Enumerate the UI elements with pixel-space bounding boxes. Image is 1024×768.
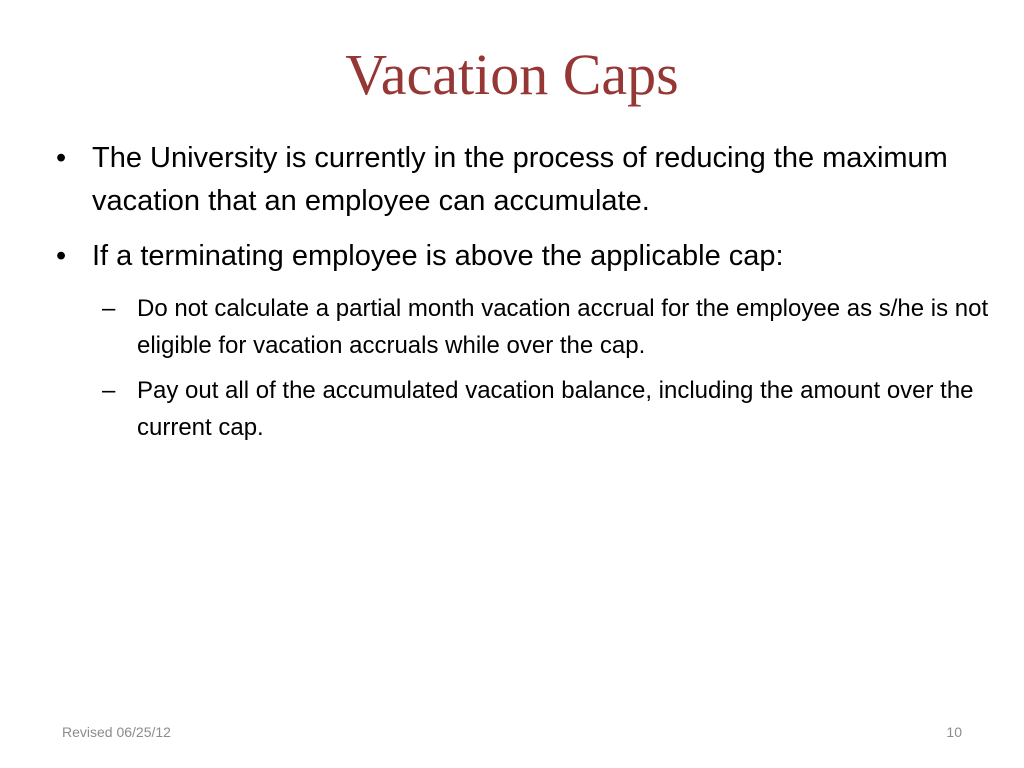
- slide-title: Vacation Caps: [345, 42, 679, 107]
- bullet-item: [56, 235, 991, 278]
- sub-bullet-text: Pay out all of the accumulated vacation balance, including the amount over the current cap.: [137, 377, 974, 441]
- footer-revised-date: Revised 06/25/12: [62, 724, 171, 740]
- sub-bullet-item: [56, 290, 991, 364]
- bullet-marker: •: [56, 142, 67, 174]
- sub-bullet-text: Do not calculate a partial month vacation accrual for the employee as s/he is not eligible for vacation accruals while over the cap.: [137, 295, 989, 359]
- bullet-text: If a terminating employee is above the applicable cap:: [92, 240, 784, 272]
- sub-bullet-item: [56, 372, 991, 446]
- slide-content: [56, 137, 991, 454]
- sub-bullet-marker: –: [102, 377, 116, 404]
- bullet-text: The University is currently in the process of reducing the maximum vacation that an employee can accumulate.: [92, 142, 948, 217]
- bullet-item: [56, 137, 991, 223]
- bullet-marker: •: [56, 240, 67, 272]
- sub-bullet-marker: –: [102, 295, 116, 322]
- footer-page-number: 10: [946, 724, 962, 740]
